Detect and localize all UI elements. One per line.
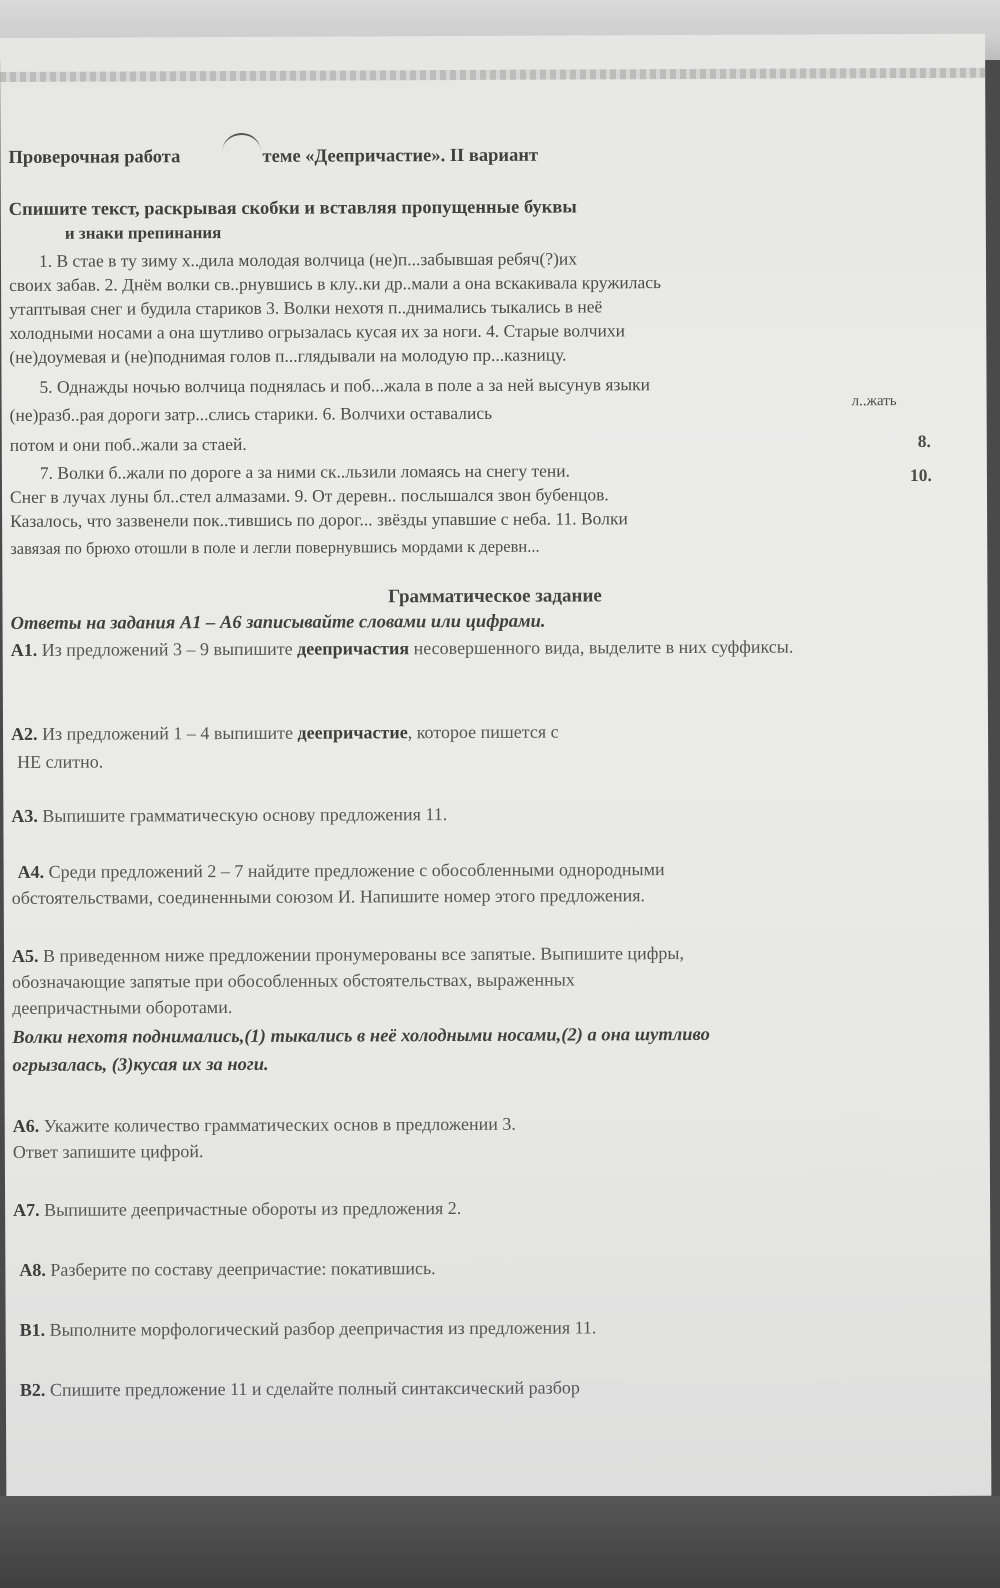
task-text: Из предложений 1 – 4 выпишите [41,722,294,744]
task-a2 [11,718,559,748]
paper-torn-edge [0,68,985,82]
task-a7 [13,1194,461,1224]
task-number: В2. [19,1379,46,1400]
task-text: Из предложений 3 – 9 выпишите [41,638,293,660]
task-a5-line2: обозначающие запятые при обособленных обстоятельствах, выраженных [12,969,575,992]
task-number: А4. [17,861,45,882]
task-number: В1. [19,1319,46,1340]
instruction-line-1: Спишите текст, раскрывая скобки и вставляя пропущенные буквы [8,197,577,220]
task-b1 [20,1313,597,1344]
background-bottom [0,1496,1000,1588]
worksheet-paper [0,34,991,1500]
task-emphasis: деепричастие [297,722,408,743]
title-left: Проверочная работа [8,147,181,168]
task-text: Выпишите грамматическую основу предложения 11. [42,804,448,826]
text-line: своих забав. 2. Днём волки св..рнувшись в клу..ки др..мали а она вскакивала кружилась [9,272,662,295]
task-text: Укажите количество грамматических основ в предложении 3. [43,1113,516,1136]
margin-note-10: 10. [909,464,932,486]
text-line: Казалось, что зазвенели пок..тившись по дорог... звёзды упавшие с неба. 11. Волки [10,508,628,531]
margin-note-lzhat: л..жать [851,393,897,410]
task-number: А6. [12,1115,40,1136]
text-line: 1. В стае в ту зиму х..дила молодая волчица (не)п...забывшая ребяч(?)их [38,248,578,271]
task-text: несовершенного вида, выделите в них суффиксы. [413,636,794,659]
task-b2 [20,1373,580,1403]
task-number: А3. [11,805,38,826]
task-a5-quote-2: огрызалась, (3)кусая их за ноги. [12,1054,269,1076]
task-a6 [13,1110,516,1140]
text-line: (не)доумевая и (не)поднимая голов п...глядывали на молодую пр...казницу. [9,344,567,367]
text-line: потом и они поб..жали за стаей. [9,433,247,455]
task-number: А1. [10,639,38,660]
task-text: Спишите предложение 11 и сделайте полный синтаксический разбор [49,1377,580,1400]
task-text: В приведенном ниже предложении пронумерованы все запятые. Выпишите цифры, [42,943,684,966]
text-line: 5. Однажды ночью волчица поднялась и поб...жала в поле а за ней высунув языки [39,374,651,397]
text-line: холодными носами а она шутливо огрызалась кусая их за ноги. 4. Старые волчихи [9,320,625,343]
grammar-title: Грамматическое задание [388,585,602,608]
task-a6-line2: Ответ запишите цифрой. [12,1141,204,1162]
task-a2-line2: НЕ слитно. [17,751,104,772]
task-number: А7. [13,1199,40,1220]
task-text: , которое пишется с [407,721,559,743]
task-a5 [12,939,684,970]
title-right: теме «Деепричастие». II вариант [262,145,539,167]
task-number: А5. [11,945,39,966]
task-a5-line3: деепричастными оборотами. [12,996,233,1018]
instruction-line-2: и знаки препинания [64,223,222,243]
task-a5-quote-1: Волки нехотя поднимались,(1) тыкались в неё холодными носами,(2) а она шутливо [12,1024,710,1048]
text-line: утаптывая снег и будила стариков 3. Волки нехотя п..днимались тыкались в неё [9,296,603,319]
task-text: Выполните морфологический разбор деепричастия из предложения 11. [49,1317,597,1340]
task-a3 [11,800,447,830]
task-text: Разберите по составу деепричастие: покатившись. [50,1258,436,1280]
handwritten-arc [222,133,260,169]
grammar-subtitle: Ответы на задания А1 – А6 записывайте словами или цифрами. [10,611,546,634]
task-text: Среди предложений 2 – 7 найдите предложение с обособленными однородными [48,859,665,882]
text-line: 7. Волки б..жали по дороге а за ними ск..льзили ломаясь на снегу тени. [39,460,570,483]
task-emphasis: деепричастия [297,638,410,659]
task-text: Выпишите деепричастные обороты из предложения 2. [44,1197,462,1220]
margin-note-8: 8. [917,430,931,451]
task-a8 [19,1254,435,1284]
task-a1 [11,632,931,664]
text-line: (не)разб..рая дороги затр...слись старики. 6. Волчихи оставались [9,402,493,425]
task-a4-line2: обстоятельствами, соединенными союзом И. Напишите номер этого предложения. [11,885,646,908]
task-number: А8. [19,1259,46,1280]
text-line: Снег в лучах луны бл..стел алмазами. 9. От деревн.. послышался звон бубенцов. [9,484,609,507]
task-number: А2. [10,723,38,744]
text-line: завязая по брюхо отошли в поле и легли повернувшись мордами к деревн... [10,536,540,558]
